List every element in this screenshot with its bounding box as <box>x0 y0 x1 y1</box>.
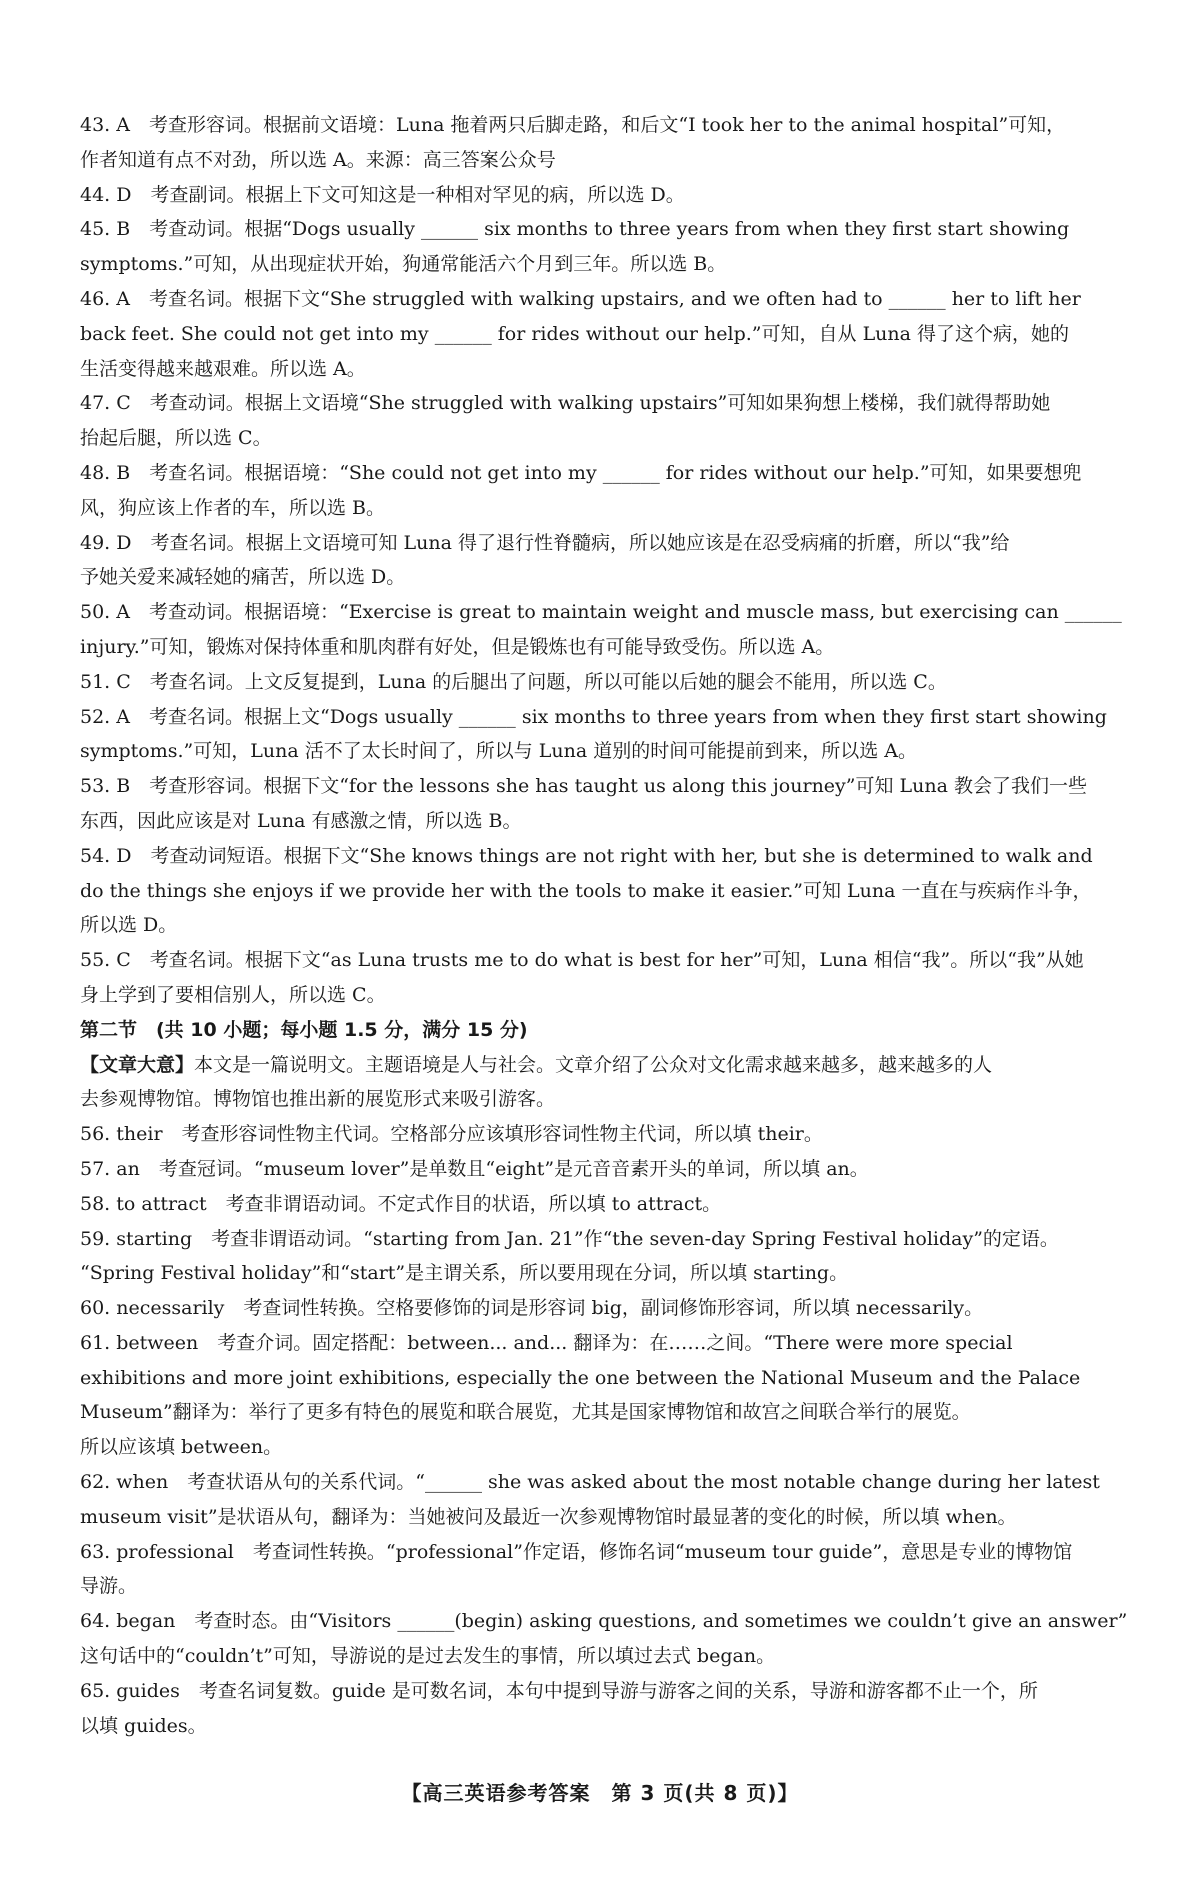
answer-line: 62. when 考查状语从句的关系代词。“______ she was asked about the most notable change during her latest <box>80 1471 1100 1494</box>
answer-line: 60. necessarily 考查词性转换。空格要修饰的词是形容词 big，副词修饰形容词，所以填 necessarily。 <box>80 1297 984 1320</box>
answer-item <box>80 1222 1143 1292</box>
answer-item <box>80 1674 1143 1744</box>
answer-line: 54. D 考查动词短语。根据下文“She knows things are not right with her, but she is determined to walk and <box>80 844 1093 867</box>
answer-line: 56. their 考查形容词性物主代词。空格部分应该填形容词性物主代词，所以填 their。 <box>80 1123 823 1146</box>
answer-item <box>80 1465 1143 1535</box>
answer-item <box>80 1326 1143 1465</box>
answer-line: 抬起后腿，所以选 C。 <box>80 427 272 450</box>
answer-line: 以填 guides。 <box>80 1714 207 1737</box>
answer-item <box>80 1291 1143 1326</box>
answer-line: 东西，因此应该是对 Luna 有感激之情，所以选 B。 <box>80 809 522 832</box>
section1-answer-list <box>80 108 1143 1013</box>
answer-line: 44. D 考查副词。根据上下文可知这是一种相对罕见的病，所以选 D。 <box>80 183 685 206</box>
answer-line: 58. to attract 考查非谓语动词。不定式作目的状语，所以填 to attract。 <box>80 1192 722 1215</box>
answer-line: 48. B 考查名词。根据语境：“She could not get into my ______ for rides without our help.”可知，如果要想兜 <box>80 461 1082 484</box>
answer-item <box>80 1117 1143 1152</box>
answer-line: symptoms.”可知，Luna 活不了太长时间了，所以与 Luna 道别的时间可能提前到来，所以选 A。 <box>80 740 917 763</box>
answer-item <box>80 665 1143 700</box>
answer-line: 63. professional 考查词性转换。“professional”作定语，修饰名词“museum tour guide”，意思是专业的博物馆 <box>80 1540 1073 1563</box>
answer-item <box>80 456 1143 526</box>
section2-answer-list <box>80 1117 1143 1743</box>
answer-line: 43. A 考查形容词。根据前文语境：Luna 拖着两只后脚走路，和后文“I took her to the animal hospital”可知， <box>80 114 1066 136</box>
summary-line-1: 本文是一篇说明文。主题语境是人与社会。文章介绍了公众对文化需求越来越多，越来越多的人 <box>194 1053 993 1076</box>
answer-line: 45. B 考查动词。根据“Dogs usually ______ six months to three years from when they first start showing <box>80 218 1070 241</box>
summary-tag: 【文章大意】 <box>80 1053 195 1076</box>
summary-line-2: 去参观博物馆。博物馆也推出新的展览形式来吸引游客。 <box>80 1088 556 1111</box>
answer-line: symptoms.”可知，从出现症状开始，狗通常能活六个月到三年。所以选 B。 <box>80 253 727 276</box>
page-footer: 【高三英语参考答案 第 3 页(共 8 页)】 <box>401 1781 799 1805</box>
answer-line: 64. began 考查时态。由“Visitors ______(begin) asking questions, and sometimes we couldn’t give an answer” <box>80 1610 1128 1633</box>
answer-item <box>80 839 1143 943</box>
answer-line: Museum”翻译为：举行了更多有特色的展览和联合展览，尤其是国家博物馆和故宫之间联合举行的展览。 <box>80 1401 971 1424</box>
answer-item <box>80 943 1143 1013</box>
answer-line: 49. D 考查名词。根据上文语境可知 Luna 得了退行性脊髓病，所以她应该是在忍受病痛的折磨，所以“我”给 <box>80 531 1010 554</box>
answer-line: 予她关爱来减轻她的痛苦，所以选 D。 <box>80 566 406 589</box>
answer-item <box>80 526 1143 596</box>
answer-line: back feet. She could not get into my ______ for rides without our help.”可知，自从 Luna 得了这个病，她的 <box>80 322 1070 345</box>
answer-line: 50. A 考查动词。根据语境：“Exercise is great to maintain weight and muscle mass, but exercising can ______ <box>80 601 1122 624</box>
answer-line: 61. between 考查介词。固定搭配：between... and... 翻译为：在……之间。“There were more special <box>80 1331 1013 1354</box>
answer-line: 65. guides 考查名词复数。guide 是可数名词，本句中提到导游与游客之间的关系，导游和游客都不止一个，所 <box>80 1679 1038 1702</box>
answer-item <box>80 282 1143 386</box>
article-summary <box>80 1048 1143 1118</box>
answer-item <box>80 1604 1143 1674</box>
answer-line: 46. A 考查名词。根据下文“She struggled with walking upstairs, and we often had to ______ her to lift her <box>80 287 1081 310</box>
answer-line: 风，狗应该上作者的车，所以选 B。 <box>80 496 386 519</box>
answer-line: 51. C 考查名词。上文反复提到，Luna 的后腿出了问题，所以可能以后她的腿会不能用，所以选 C。 <box>80 670 947 693</box>
answer-item <box>80 108 1143 178</box>
answer-page-content <box>80 108 1143 1743</box>
answer-item <box>80 1187 1143 1222</box>
answer-item <box>80 178 1143 213</box>
answer-item <box>80 595 1143 665</box>
answer-line: 57. an 考查冠词。“museum lover”是单数且“eight”是元音音素开头的单词，所以填 an。 <box>80 1157 869 1180</box>
answer-line: exhibitions and more joint exhibitions, especially the one between the National Museum and the Palace <box>80 1366 1081 1389</box>
answer-line: injury.”可知，锻炼对保持体重和肌肉群有好处，但是锻炼也有可能导致受伤。所以选 A。 <box>80 635 835 658</box>
answer-line: 47. C 考查动词。根据上文语境“She struggled with walking upstairs”可知如果狗想上楼梯，我们就得帮助她 <box>80 392 1051 415</box>
answer-line: 身上学到了要相信别人，所以选 C。 <box>80 983 386 1006</box>
answer-item <box>80 1535 1143 1605</box>
answer-line: do the things she enjoys if we provide her with the tools to make it easier.”可知 Luna 一直在与疾病作斗争， <box>80 879 1092 902</box>
answer-line: 55. C 考查名词。根据下文“as Luna trusts me to do what is best for her”可知，Luna 相信“我”。所以“我”从她 <box>80 949 1084 972</box>
answer-line: 59. starting 考查非谓语动词。“starting from Jan. 21”作“the seven-day Spring Festival holiday”的定语。 <box>80 1227 1059 1250</box>
answer-item <box>80 386 1143 456</box>
answer-line: 这句话中的“couldn’t”可知，导游说的是过去发生的事情，所以填过去式 began。 <box>80 1645 776 1668</box>
answer-line: 所以应该填 between。 <box>80 1436 283 1459</box>
answer-item <box>80 769 1143 839</box>
answer-line: 53. B 考查形容词。根据下文“for the lessons she has taught us along this journey”可知 Luna 教会了我们一些 <box>80 775 1087 798</box>
answer-line: 生活变得越来越艰难。所以选 A。 <box>80 357 366 380</box>
answer-line: museum visit”是状语从句，翻译为：当她被问及最近一次参观博物馆时最显著的变化的时候，所以填 when。 <box>80 1505 1017 1528</box>
section2-title: 第二节 (共 10 小题；每小题 1.5 分，满分 15 分) <box>80 1018 528 1041</box>
answer-line: 52. A 考查名词。根据上文“Dogs usually ______ six months to three years from when they first start showing <box>80 705 1107 728</box>
answer-line: “Spring Festival holiday”和“start”是主谓关系，所以要用现在分词，所以填 starting。 <box>80 1262 849 1285</box>
answer-line: 所以选 D。 <box>80 914 178 937</box>
answer-item <box>80 212 1143 282</box>
answer-item <box>80 1152 1143 1187</box>
answer-line: 作者知道有点不对劲，所以选 A。来源：高三答案公众号 <box>80 148 556 171</box>
answer-line: 导游。 <box>80 1575 138 1598</box>
answer-item <box>80 700 1143 770</box>
